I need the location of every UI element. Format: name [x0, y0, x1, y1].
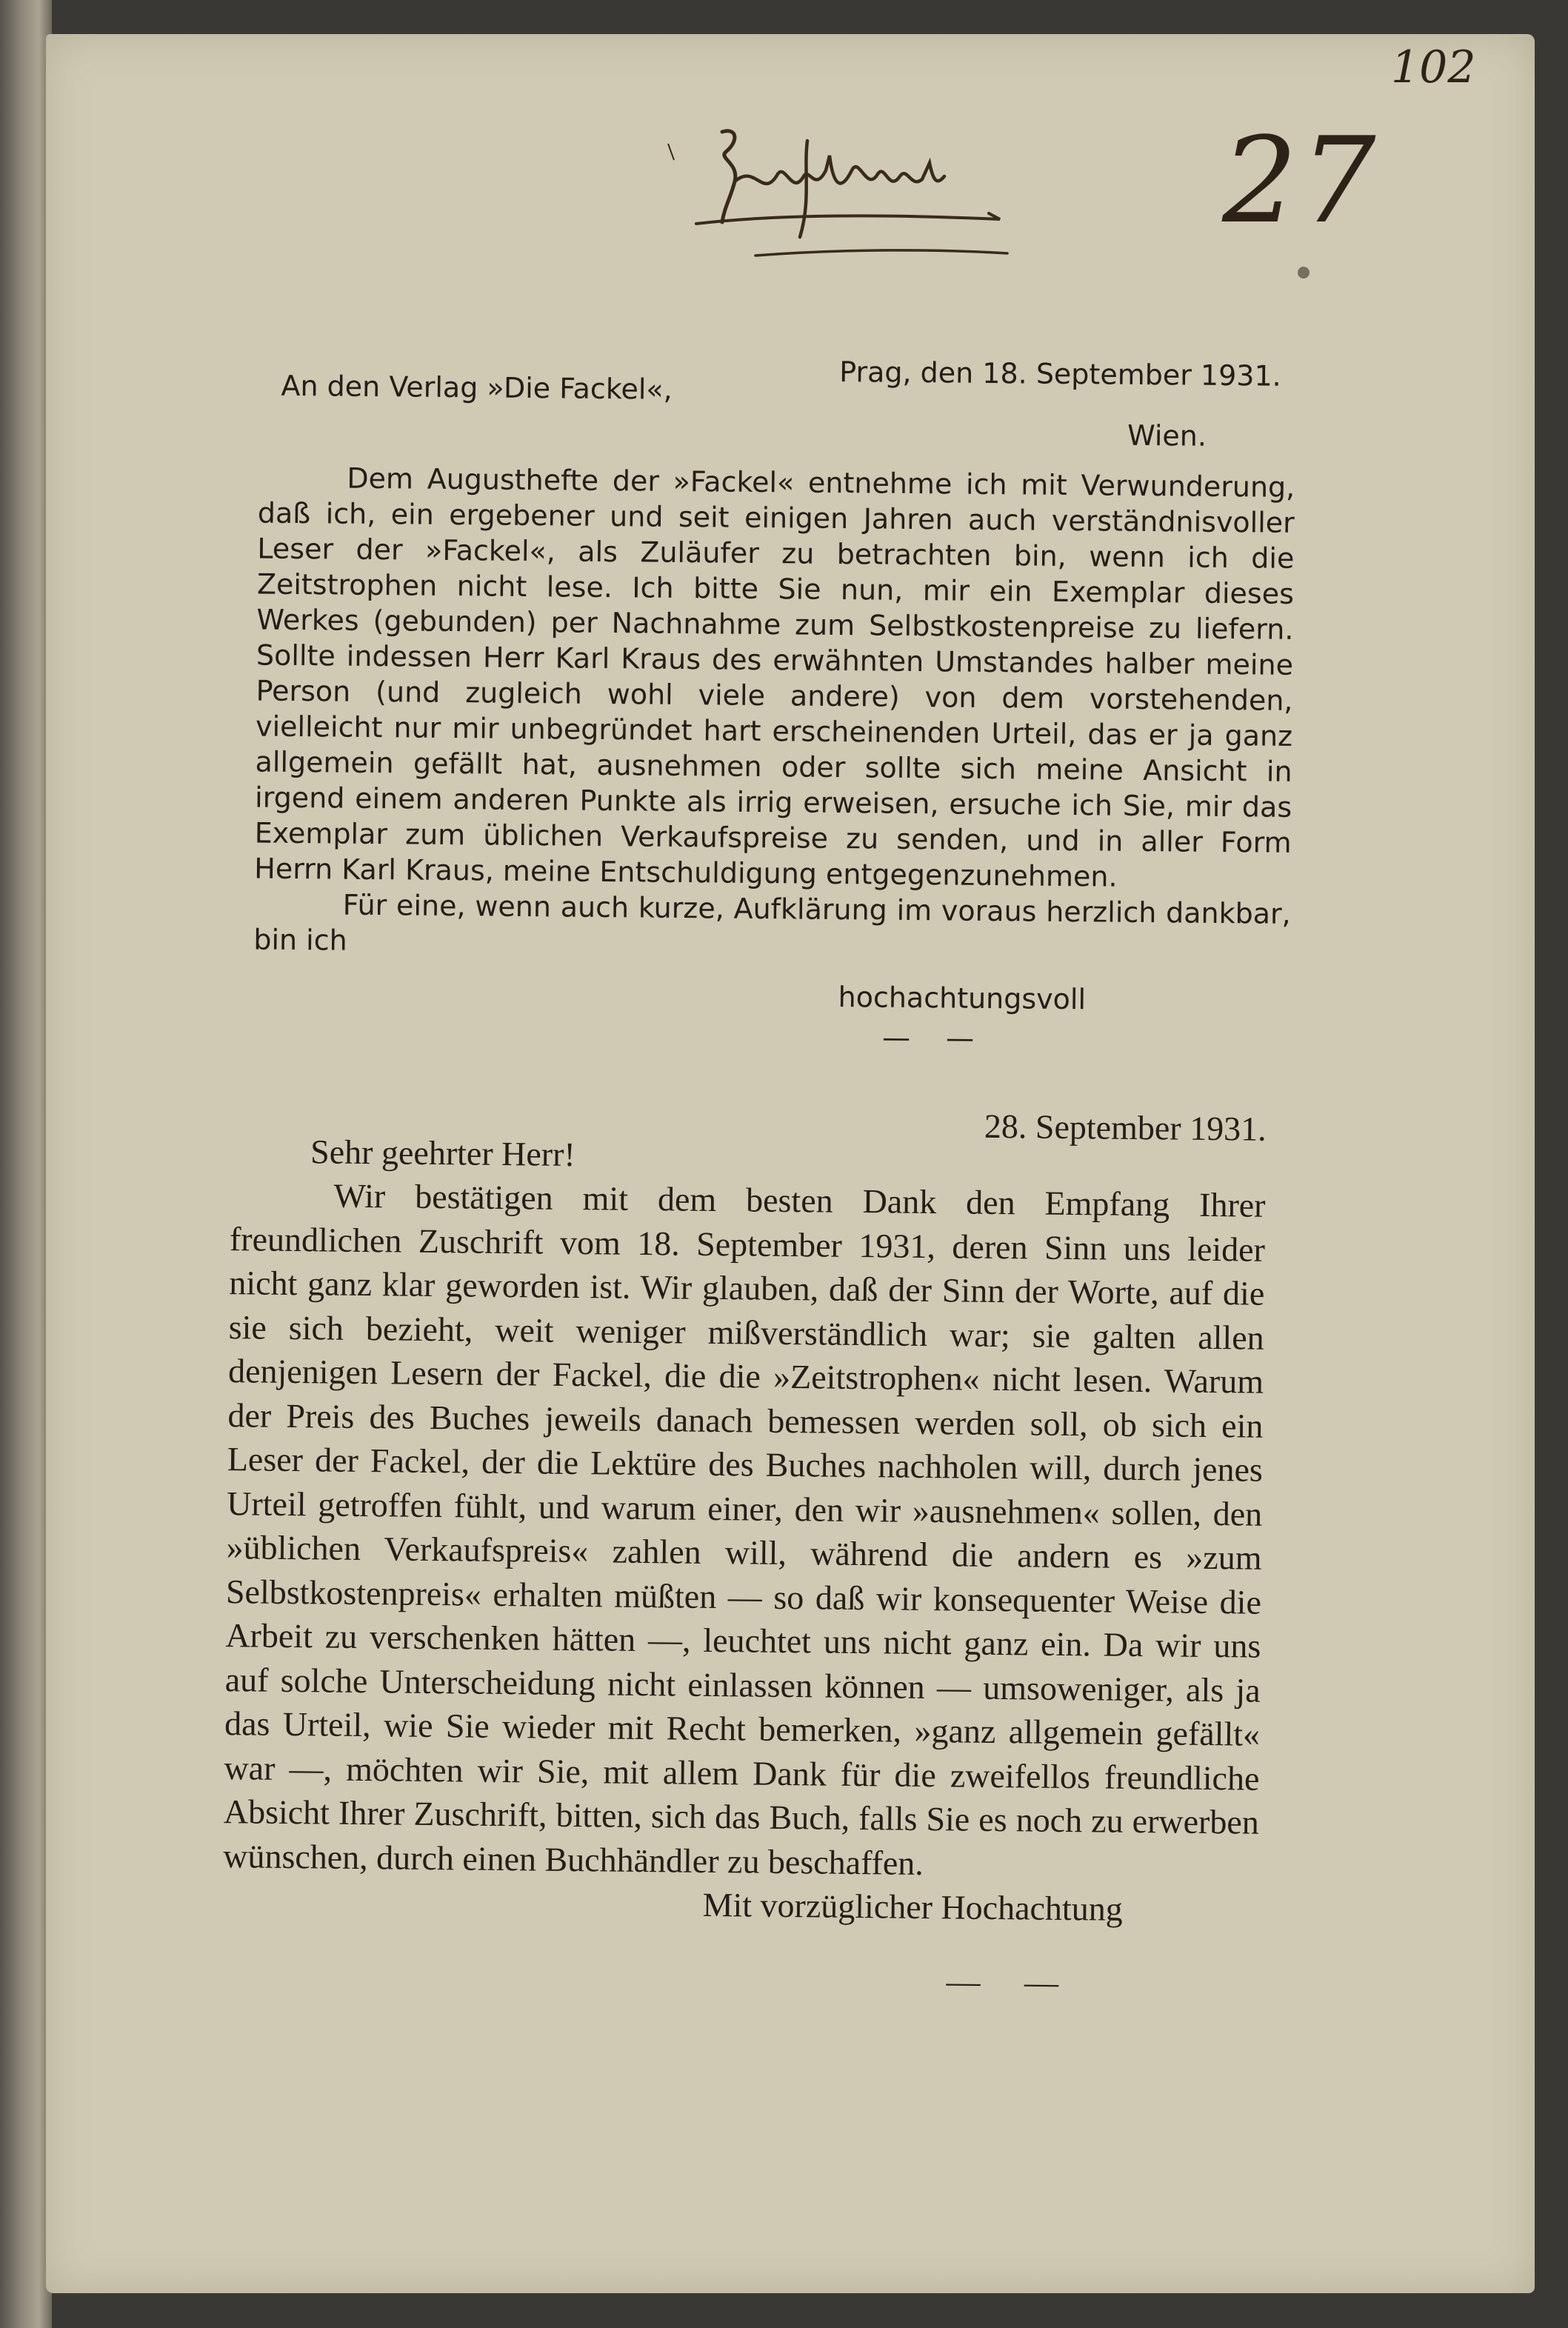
letter1-addressee: An den Verlag »Die Fackel«,: [281, 369, 673, 406]
handwritten-number: 27: [1222, 111, 1379, 250]
book-binding: [0, 0, 52, 2328]
letter-inquiry: [216, 348, 1296, 1059]
letter2-date: 28. September 1931.: [984, 1107, 1267, 1148]
letter2-closing: Mit vorzüglicher Hochachtung: [702, 1885, 1124, 1928]
letter1-paragraph: Dem Augusthefte der »Fackel« entnehme ich mit Verwunderung, daß ich, ein ergebener und seit einigen Jahren auch verständnisvoller Leser der »Fackel«, als Zuläufer zu betrachten bin, wenn ich die Zeitstrophen nicht lese. Ich bitte Sie nun, mir ein Exemplar dieses Werkes (gebunden) per Nachnahme zum Selbstkostenpreise zu liefern. Sollte indessen Herr Karl Kraus des erwähnten Umstandes halber meine Person (und zugleich wohl viele andere) von dem vorstehenden, vielleicht nur mir unbegründet hart erscheinenden Urteil, das er ja ganz allgemein gefällt hat, ausnehmen oder sollte sich meine Ansicht in irgend einem anderen Punkte als irrig erweisen, ersuche ich Sie, mir das Exemplar zum üblichen Verkaufspreise zu senden, und in aller Form Herrn Karl Kraus, meine Entschuldigung entgegenzunehmen.: [254, 461, 1295, 893]
letter2-salutation: Sehr geehrter Herr!: [310, 1132, 576, 1173]
letter1-city: Wien.: [1127, 418, 1207, 453]
letter2-body: [223, 1173, 1266, 1889]
letter2-dashes: — —: [946, 1961, 1077, 2001]
letter-reply: [213, 1096, 1296, 2007]
letter1-paragraph: Für eine, wenn auch kurze, Aufklärung im voraus herzlich dankbar, bin ich: [253, 888, 1291, 957]
ink-spot: [1298, 267, 1310, 279]
letter1-closing: hochachtungsvoll: [838, 981, 1087, 1016]
folio-number: 102: [1391, 41, 1476, 93]
letter1-body: [253, 459, 1295, 967]
letter1-dashes: — —: [881, 1021, 988, 1055]
handwritten-annotation-zeitstrophen: [652, 111, 1037, 274]
letter2-paragraph: Wir bestätigen mit dem besten Dank den Empfang Ihrer freundlichen Zuschrift vom 18. September 1931, deren Sinn uns leider nicht ganz klar geworden ist. Wir glauben, daß der Sinn der Worte, auf die sie sich bezieht, weit weniger mißverständlich war; sie galten allen denjenigen Lesern der Fackel, die die »Zeitstrophen« nicht lesen. Warum der Preis des Buches jeweils danach bemessen werden soll, ob sich ein Leser der Fackel, der die Lektüre des Buches nachholen will, durch jenes Urteil getroffen fühlt, und warum einer, den wir »ausnehmen« sollen, den »üblichen Verkaufspreis« zahlen will, während die andern es »zum Selbstkostenpreis« erhalten müßten — so daß wir konsequenter Weise die Arbeit zu verschenken hätten —, leuchtet uns nicht ganz ein. Da wir uns auf solche Unterscheidung nicht einlassen können — umsoweniger, als ja das Urteil, wie Sie wieder mit Recht bemerken, »ganz allgemein gefällt« war —, möchten wir Sie, mit allem Dank für die zweifellos freundliche Absicht Ihrer Zuschrift, bitten, sich das Buch, falls Sie es noch zu erwerben wünschen, durch einen Buchhändler zu beschaffen.: [222, 1176, 1266, 1882]
letter1-date: Prag, den 18. September 1931.: [839, 356, 1281, 393]
